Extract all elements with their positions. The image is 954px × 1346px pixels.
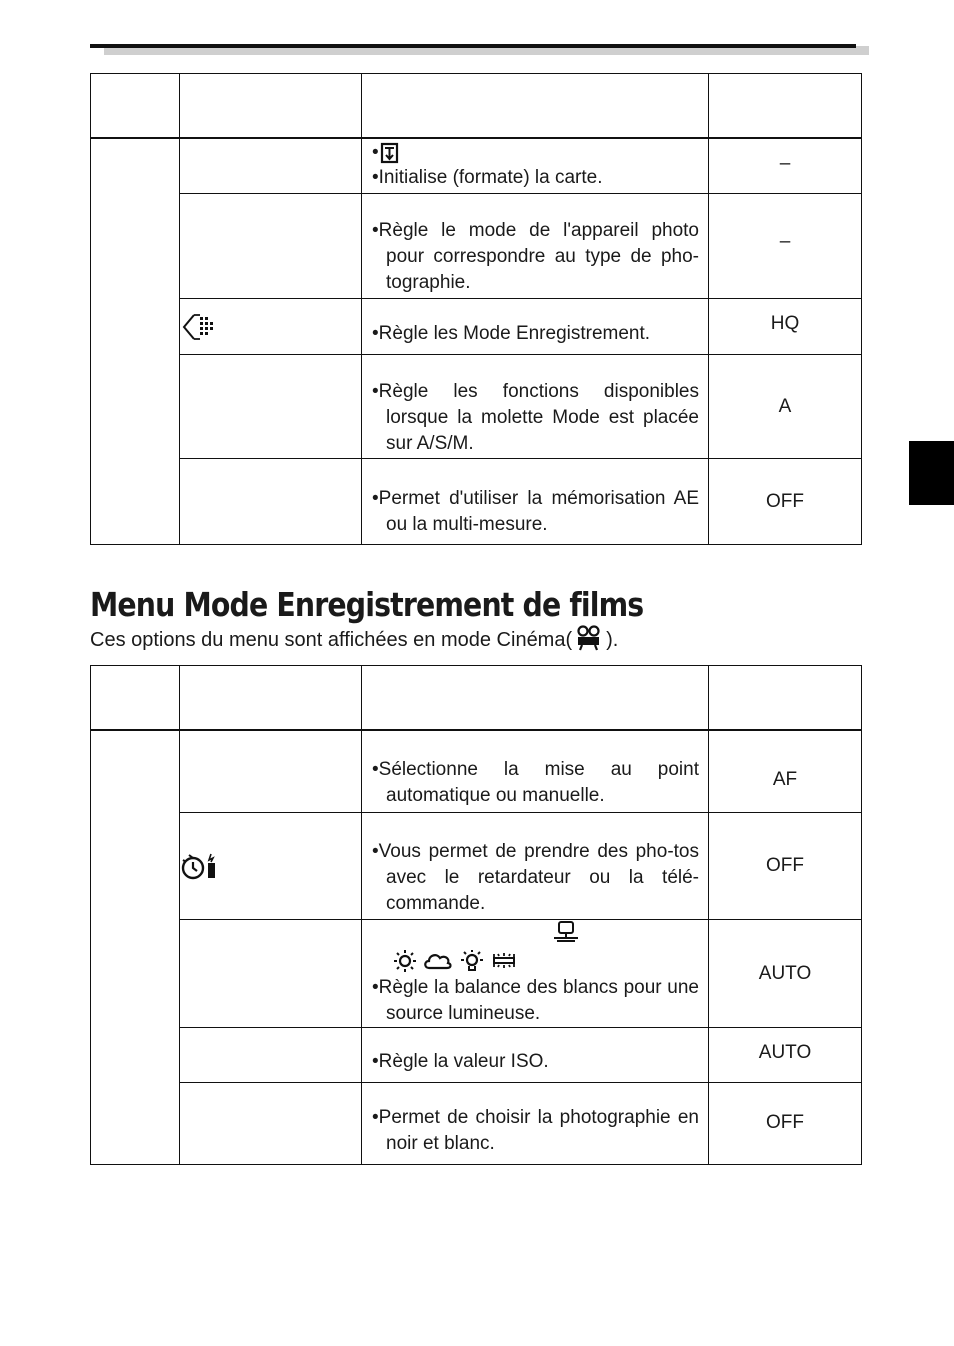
default-value: A bbox=[709, 355, 862, 459]
description-cell: • •Initialise (formate) la carte. bbox=[362, 138, 709, 194]
default-value: – bbox=[709, 138, 862, 194]
row-description: •Vous permet de prendre des pho-tos avec le retardateur ou la télé-commande. bbox=[372, 841, 699, 914]
item-cell bbox=[180, 355, 362, 459]
header-cell bbox=[362, 74, 709, 138]
table-row bbox=[91, 920, 862, 1028]
fluorescent-icon bbox=[490, 949, 518, 973]
default-value: OFF bbox=[709, 459, 862, 545]
table-header-row bbox=[91, 666, 862, 730]
table-header-row bbox=[91, 74, 862, 138]
quality-icon bbox=[180, 313, 216, 341]
section-title: Menu Mode Enregistrement de films bbox=[90, 585, 644, 624]
table-row bbox=[91, 1028, 862, 1083]
description-cell bbox=[362, 299, 709, 355]
table-row bbox=[91, 138, 862, 194]
table-row bbox=[91, 1083, 862, 1165]
table-row bbox=[91, 730, 862, 813]
section-subtitle bbox=[90, 625, 618, 654]
description-cell bbox=[362, 194, 709, 299]
item-cell bbox=[180, 138, 362, 194]
row-description: •Règle la valeur ISO. bbox=[372, 1051, 549, 1072]
row-description: •Règle les fonctions disponibles lorsque la molette Mode est placée sur A/S/M. bbox=[372, 380, 699, 454]
table-row bbox=[91, 459, 862, 545]
row-description: •Règle les Mode Enregistrement. bbox=[372, 322, 651, 344]
default-value: AUTO bbox=[709, 920, 862, 1028]
table-row bbox=[91, 355, 862, 459]
description-cell bbox=[362, 1083, 709, 1165]
description-cell bbox=[362, 813, 709, 920]
header-cell bbox=[91, 666, 180, 730]
header-cell bbox=[180, 666, 362, 730]
chapter-tab bbox=[909, 441, 954, 505]
header-rule bbox=[90, 44, 856, 48]
item-cell bbox=[180, 194, 362, 299]
movie-camera-icon bbox=[575, 625, 603, 651]
row-description: •Sélectionne la mise au point automatique ou manuelle. bbox=[372, 759, 699, 807]
item-cell bbox=[180, 1083, 362, 1165]
tab-column-cell bbox=[91, 138, 180, 545]
row-description: •Règle la balance des blancs pour une source lumineuse. bbox=[372, 976, 699, 1024]
default-value: HQ bbox=[709, 299, 862, 355]
description-cell bbox=[362, 1028, 709, 1083]
movie-menu-table bbox=[90, 665, 862, 1165]
item-cell bbox=[180, 730, 362, 813]
description-cell bbox=[362, 920, 709, 1028]
default-value: – bbox=[709, 194, 862, 299]
tab-column-cell bbox=[91, 730, 180, 1165]
daylight-icon bbox=[392, 949, 418, 973]
subtitle-text-end: ). bbox=[606, 629, 619, 651]
default-value: OFF bbox=[709, 813, 862, 920]
item-cell bbox=[180, 299, 362, 355]
item-cell bbox=[180, 1028, 362, 1083]
subtitle-text: Ces options du menu sont affichées en mode Cinéma( bbox=[90, 629, 573, 651]
tungsten-icon bbox=[459, 949, 485, 973]
item-cell bbox=[180, 920, 362, 1028]
header-cell bbox=[180, 74, 362, 138]
header-cell bbox=[709, 74, 862, 138]
header-cell bbox=[709, 666, 862, 730]
row-description: •Initialise (formate) la carte. bbox=[372, 166, 603, 188]
recording-menu-table bbox=[90, 73, 862, 545]
custom-wb-icon bbox=[551, 919, 581, 943]
table-row bbox=[91, 299, 862, 355]
header-cell bbox=[362, 666, 709, 730]
item-cell bbox=[180, 459, 362, 545]
self-timer-remote-icon bbox=[180, 851, 220, 881]
default-value: OFF bbox=[709, 1083, 862, 1165]
row-description: •Permet d'utiliser la mémorisation AE ou la multi-mesure. bbox=[372, 487, 699, 535]
description-cell bbox=[362, 355, 709, 459]
description-cell bbox=[362, 459, 709, 545]
item-cell bbox=[180, 813, 362, 920]
row-description: •Permet de choisir la photographie en noir et blanc. bbox=[372, 1106, 699, 1154]
description-cell bbox=[362, 730, 709, 813]
table-row bbox=[91, 813, 862, 920]
cloudy-icon bbox=[423, 949, 453, 973]
table-row bbox=[91, 194, 862, 299]
header-cell bbox=[91, 74, 180, 138]
default-value: AF bbox=[709, 730, 862, 813]
default-value: AUTO bbox=[709, 1028, 862, 1083]
row-description: •Règle le mode de l'appareil photo pour correspondre au type de pho-tographie. bbox=[372, 220, 699, 293]
card-format-icon bbox=[379, 142, 401, 164]
